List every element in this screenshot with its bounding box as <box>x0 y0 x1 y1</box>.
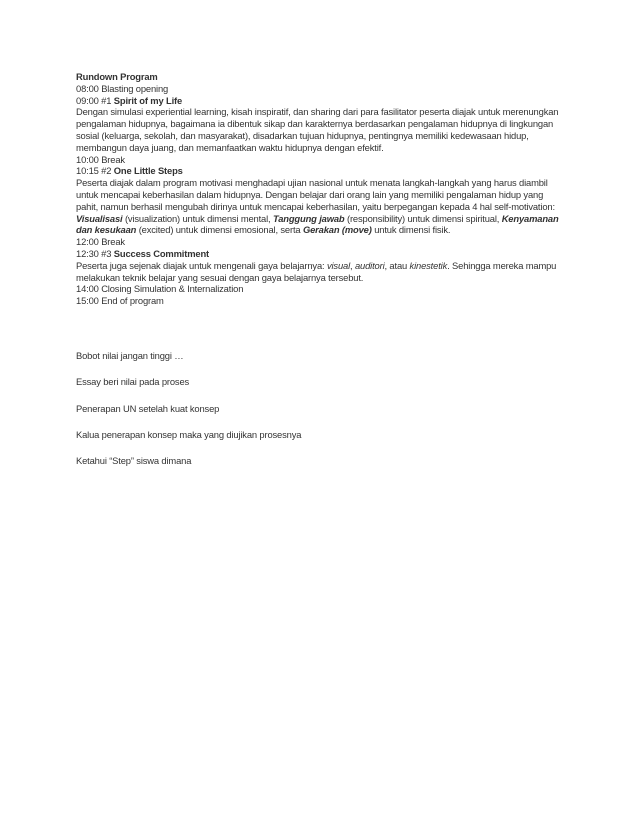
session-1-heading: 09:00 #1 Spirit of my Life <box>76 94 183 106</box>
note-item: Bobot nilai jangan tinggi … <box>76 349 184 361</box>
note-item: Penerapan UN setelah kuat konsep <box>76 402 220 414</box>
schedule-item-end: 15:00 End of program <box>76 295 164 307</box>
style-kinestetik: kinestetik <box>409 259 448 271</box>
note-item: Kalua penerapan konsep maka yang diujikan prosesnya <box>76 428 302 440</box>
keyword-gerakan: Gerakan (move) <box>302 224 372 236</box>
schedule-item-closing: 14:00 Closing Simulation & Internalization <box>76 283 244 295</box>
session-2-description: Peserta diajak dalam program motivasi menghadapi ujian nasional untuk menata langkah-langkah yang harus diambil untuk mencapai keberhasilan dalam hidupnya. Dengan belajar dari orang lain yang memiliki pengalaman hidup yang pahit, namun berhasil mengubah dirinya untuk mencapai keberhasilan, yaitu berpegangan kepada 4 hal self-motivation: Visualisasi (visualization) untuk dimensi mental, Tanggung jawab (responsibility) untuk dimensi spiritual, Kenyamanan dan kesukaan (excited) untuk dimensi emosional, serta Gerakan (move) untuk dimensi fisik. <box>76 177 559 236</box>
rundown-title: Rundown Program <box>76 71 158 82</box>
notes-list <box>76 350 562 467</box>
keyword-tanggung-jawab: Tanggung jawab <box>272 212 345 224</box>
note-item: Essay beri nilai pada proses <box>76 376 190 388</box>
session-2-heading: 10:15 #2 One Little Steps <box>76 165 183 177</box>
style-visual: visual <box>326 259 351 271</box>
session-3-description: Peserta juga sejenak diajak untuk mengenali gaya belajarnya: visual, auditori, atau kinestetik. Sehingga mereka mampu melakukan teknik belajar yang sesuai dengan gaya belajarnya tersebut. <box>76 259 557 283</box>
document-page <box>76 71 562 481</box>
note-item: Ketahui “Step” siswa dimana <box>76 455 192 467</box>
session-1-description: Dengan simulasi experiential learning, kisah inspiratif, dan sharing dari para fasilitator peserta diajak untuk merenungkan pengalaman hidupnya, bagaimana ia dibentuk sikap dan karakternya berdasarkan pengalaman hidupnya di lingkungan sosial (keluarga, sekolah, dan masyarakat), disadarkan tujuan hidupnya, pentingnya memiliki kedewasaan hidup, membangun daya juang, dan memanfaatkan waktu hidupnya dengan efektif. <box>76 106 559 153</box>
keyword-visualisasi: Visualisasi <box>76 212 123 224</box>
schedule-item-break-2: 12:00 Break <box>76 236 125 248</box>
style-auditori: auditori <box>354 259 385 271</box>
schedule-item-break-1: 10:00 Break <box>76 153 125 165</box>
schedule-item-opening: 08:00 Blasting opening <box>76 82 169 94</box>
session-3-heading: 12:30 #3 Success Commitment <box>76 247 210 259</box>
keyword-kenyamanan: Kenyamanan dan kesukaan <box>76 212 559 236</box>
